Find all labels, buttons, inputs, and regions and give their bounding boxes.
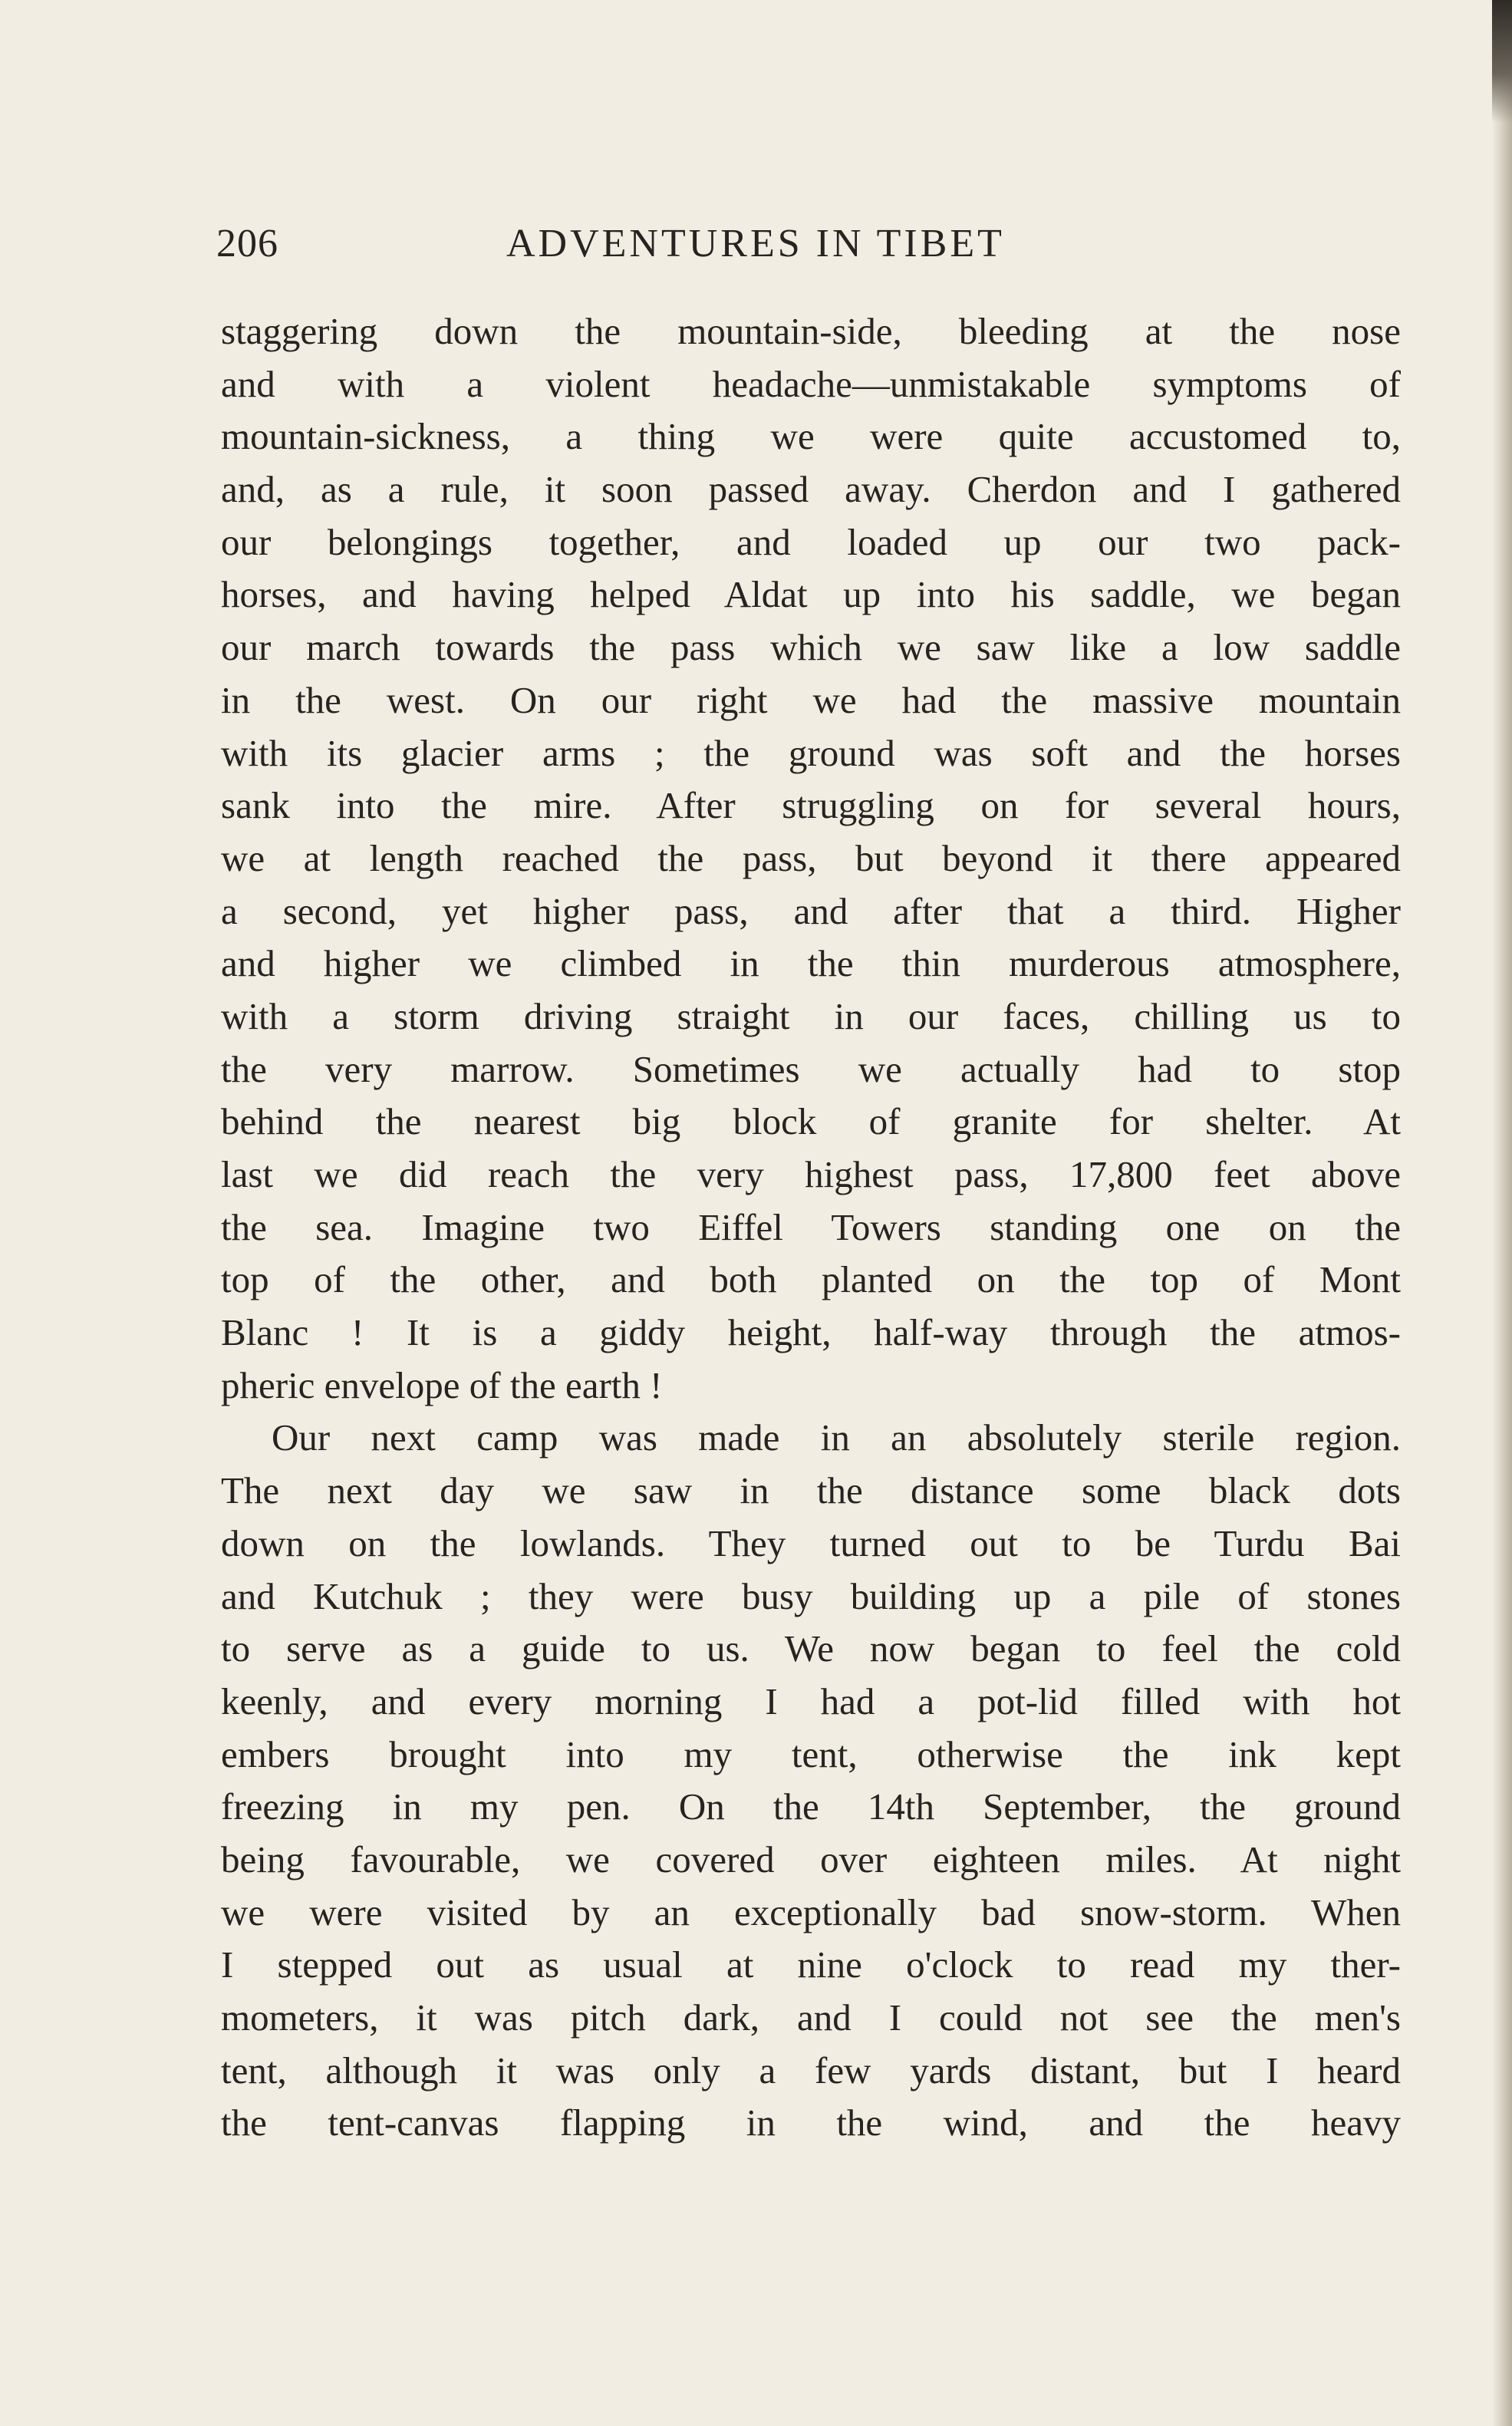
- text-line: embers brought into my tent, otherwise the ink kept: [221, 1732, 1401, 1775]
- text-line: our march towards the pass which we saw like a low saddle: [221, 626, 1401, 669]
- text-line: our belongings together, and loaded up our two pack-: [221, 520, 1401, 563]
- text-line: we were visited by an exceptionally bad snow-storm. When: [221, 1890, 1401, 1933]
- text-line: with a storm driving straight in our faces, chilling us to: [221, 994, 1401, 1037]
- text-line: Blanc ! It is a giddy height, half-way through the atmos-: [221, 1311, 1401, 1354]
- text-line: the sea. Imagine two Eiffel Towers standing one on the: [221, 1205, 1401, 1248]
- body-text: [221, 305, 1401, 2150]
- text-line: with its glacier arms ; the ground was soft and the horses: [221, 731, 1401, 774]
- text-line: down on the lowlands. They turned out to be Turdu Bai: [221, 1521, 1401, 1564]
- running-title: ADVENTURES IN TIBET: [506, 222, 1005, 265]
- text-line: I stepped out as usual at nine o'clock to read my ther-: [221, 1943, 1401, 1986]
- text-line: being favourable, we covered over eighteen miles. At night: [221, 1838, 1401, 1880]
- text-line: in the west. On our right we had the massive mountain: [221, 678, 1401, 721]
- text-line: behind the nearest big block of granite for shelter. At: [221, 1100, 1401, 1143]
- paragraph-end-line: pheric envelope of the earth !: [221, 1363, 663, 1406]
- text-line: mountain-sickness, a thing we were quite accustomed to,: [221, 415, 1401, 458]
- page-header: [216, 213, 1398, 275]
- page-edge-dark-corner: [1492, 0, 1512, 123]
- text-line: the tent-canvas flapping in the wind, and the heavy: [221, 2101, 1401, 2144]
- text-line: and with a violent headache—unmistakable symptoms of: [221, 362, 1401, 405]
- page-edge-shadow: [1492, 0, 1512, 2426]
- text-line: a second, yet higher pass, and after that a third. Higher: [221, 889, 1401, 932]
- text-line: top of the other, and both planted on the top of Mont: [221, 1258, 1401, 1301]
- text-line: tent, although it was only a few yards distant, but I heard: [221, 2049, 1401, 2091]
- text-line: and higher we climbed in the thin murderous atmosphere,: [221, 942, 1401, 985]
- text-line: sank into the mire. After struggling on for several hours,: [221, 784, 1401, 827]
- text-line: keenly, and every morning I had a pot-lid filled with hot: [221, 1679, 1401, 1722]
- text-line: last we did reach the very highest pass, 17,800 feet above: [221, 1153, 1401, 1195]
- paragraph-start-line: Our next camp was made in an absolutely sterile region.: [272, 1416, 1401, 1459]
- text-line: staggering down the mountain-side, bleeding at the nose: [221, 310, 1401, 352]
- text-line: mometers, it was pitch dark, and I could not see the men's: [221, 1996, 1401, 2039]
- text-line: to serve as a guide to us. We now began to feel the cold: [221, 1627, 1401, 1670]
- text-line: horses, and having helped Aldat up into his saddle, we began: [221, 573, 1401, 616]
- text-line: and Kutchuk ; they were busy building up a pile of stones: [221, 1574, 1401, 1617]
- text-line: freezing in my pen. On the 14th September, the ground: [221, 1785, 1401, 1828]
- text-line: we at length reached the pass, but beyond it there appeared: [221, 836, 1401, 879]
- text-line: the very marrow. Sometimes we actually had to stop: [221, 1047, 1401, 1090]
- text-line: The next day we saw in the distance some black dots: [221, 1469, 1401, 1512]
- page-number: 206: [216, 222, 278, 265]
- text-line: and, as a rule, it soon passed away. Cherdon and I gathered: [221, 468, 1401, 511]
